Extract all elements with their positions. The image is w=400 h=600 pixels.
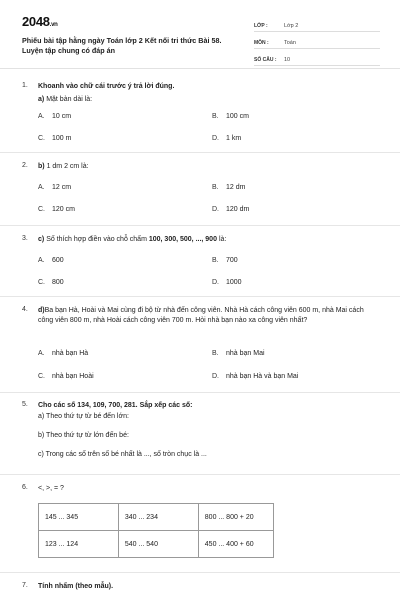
table-cell[interactable]: 145 ... 345 (39, 504, 119, 531)
option-c[interactable]: C. 100 m (38, 135, 72, 142)
option-a[interactable]: A. 600 (38, 257, 64, 264)
divider (0, 296, 400, 297)
option-b[interactable]: B. 12 dm (212, 184, 246, 191)
divider (0, 392, 400, 393)
meta-row-subject: MÔN : Toán (254, 35, 380, 49)
question-title: Tính nhẩm (theo mẫu). (38, 583, 114, 590)
answer-line-b: b) Theo thứ tự từ lớn đến bé: (38, 432, 129, 439)
meta-row-class: LỚP : Lớp 2 (254, 18, 380, 32)
option-a[interactable]: A. 10 cm (38, 113, 72, 120)
site-logo[interactable]: 2048.vn (22, 14, 58, 29)
question-number: 1. (22, 82, 28, 89)
title-line-2: Luyện tập chung có đáp án (22, 46, 116, 55)
option-d[interactable]: D. 1 km (212, 135, 242, 142)
answer-line-a: a) Theo thứ tự từ bé đến lớn: (38, 413, 129, 420)
table-cell[interactable]: 450 ... 400 + 60 (198, 531, 273, 558)
answer-line-c: c) Trong các số trên số bé nhất là ..., số tròn chục là ... (38, 451, 207, 458)
header (22, 14, 380, 70)
option-a[interactable]: A. 12 cm (38, 184, 72, 191)
divider (0, 474, 400, 475)
question-title: <, >, = ? (38, 485, 64, 492)
option-b[interactable]: B. nhà bạn Mai (212, 350, 265, 357)
option-c[interactable]: C. 120 cm (38, 206, 75, 213)
option-b[interactable]: B. 100 cm (212, 113, 249, 120)
table-cell[interactable]: 800 ... 800 + 20 (198, 504, 273, 531)
table-row (39, 504, 274, 531)
table-cell[interactable]: 123 ... 124 (39, 531, 119, 558)
option-d[interactable]: D. 120 dm (212, 206, 250, 213)
question-text: c) Số thích hợp điền vào chỗ chấm 100, 300, 500, ..., 900 là: (38, 236, 227, 243)
meta-row-count: SỐ CÂU : 10 (254, 52, 380, 66)
comparison-table (38, 503, 274, 558)
document-title (22, 36, 247, 56)
meta-box (254, 18, 380, 69)
question-title: Khoanh vào chữ cái trước ý trả lời đúng. (38, 83, 175, 90)
title-line-1: Phiếu bài tập hằng ngày Toán lớp 2 Kết nối tri thức Bài 58. (22, 36, 222, 45)
option-a[interactable]: A. nhà bạn Hà (38, 350, 89, 357)
option-b[interactable]: B. 700 (212, 257, 238, 264)
question-title: Cho các số 134, 109, 700, 281. Sắp xếp các số: (38, 402, 193, 409)
table-cell[interactable]: 340 ... 234 (118, 504, 198, 531)
divider (0, 572, 400, 573)
divider (0, 225, 400, 226)
header-divider (0, 68, 400, 69)
question-text: d)Ba bạn Hà, Hoài và Mai cùng đi bộ từ nhà đến công viên. Nhà Hà cách công viên 600 m, nhà Mai cách công viên 800 m, nhà Hoài cách công viên 700 m. Hỏi nhà bạn nào xa công viên nhất? (38, 307, 364, 324)
option-c[interactable]: C. nhà bạn Hoài (38, 373, 94, 380)
table-row (39, 531, 274, 558)
divider (0, 152, 400, 153)
table-cell[interactable]: 540 ... 540 (118, 531, 198, 558)
option-d[interactable]: D. 1000 (212, 279, 242, 286)
option-d[interactable]: D. nhà bạn Hà và bạn Mai (212, 373, 299, 380)
worksheet-page: 2048.vn Phiếu bài tập hằng ngày Toán lớp 2 Kết nối tri thức Bài 58. Luyện tập chung có đáp án LỚP : Lớp 2 MÔN : Toán SỐ CÂU : 10 1. Khoanh vào chữ cái trước ý trả lời đúng. a) Mặt bàn dài là: A. 10 cm B. 100 cm C. 100 m D. 1 km 2. b) 1 dm 2 cm là: A. 12 cm B. 12 dm C. 120 cm D. 120 dm 3. c) Số thích hợp điền vào chỗ chấm 100, 300, 500, ..., 900 là: A. 600 B. 700 C. 800 D. 1000 4. d)Ba bạn Hà, Hoài và Mai cùng đi bộ từ nhà đến công viên. Nhà Hà cách công viên 600 m, nhà Mai cách công viên 800 m, nhà Hoài cách công viên 700 m. Hỏi nhà bạn nào xa công viên nhất? A. nhà bạn Hà B. nhà bạn Mai C. nhà bạn Hoài D. nhà bạn Hà và bạn Mai 5. Cho các số 134, 109, 700, 281. Sắp xếp các số: a) Theo thứ tự từ bé đến lớn: b) Theo thứ tự từ lớn đến bé: c) Trong các số trên số bé nhất là ..., số tròn chục là ... 6. <, >, = ? 145 ... 345 340 ... 234 800 ... 800 + 20 123 ... 124 540 ... 540 450 ... 400 + 60 7. Tính nhẩm (theo mẫu). (0, 0, 400, 600)
option-c[interactable]: C. 800 (38, 279, 64, 286)
question-text: b) 1 dm 2 cm là: (38, 163, 89, 170)
question-sub: a) Mặt bàn dài là: (38, 96, 93, 103)
